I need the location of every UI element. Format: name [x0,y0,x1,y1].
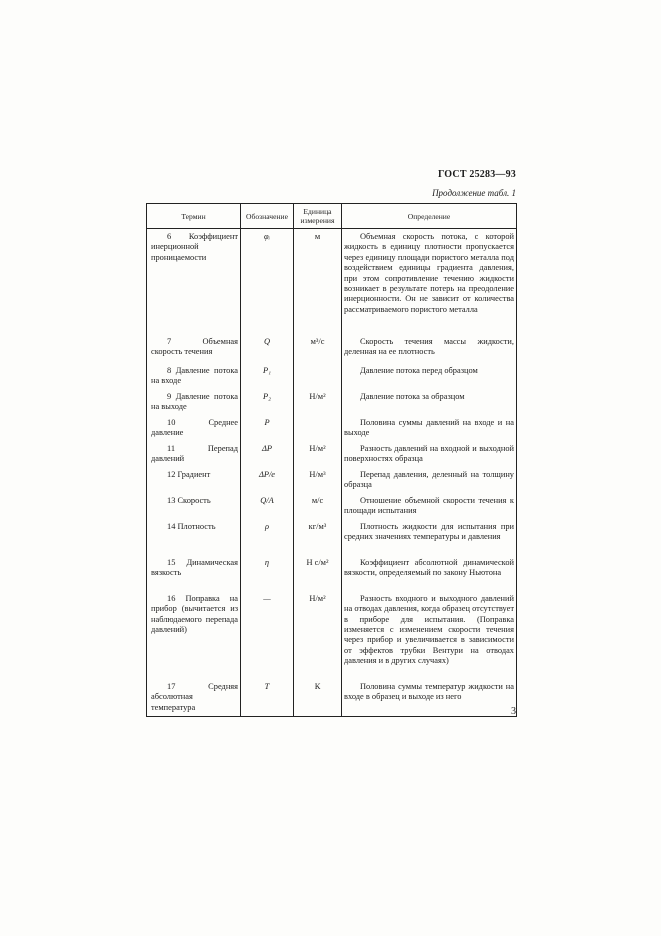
unit-cell [294,363,342,389]
document-code: ГОСТ 25283—93 [437,169,516,180]
definition-cell: Объемная скорость потока, с которой жидкость в единицу плотности пропускается через единицу площади пористого металла под воздействием единицы градиента давления, при этом сопротивление течению жидкости возникает в результате потерь на преодоление инерционности. Он не зависит от количества рассматриваемого пористого металла [342,229,517,335]
term-cell: 13 Скорость [147,493,241,519]
header-symbol: Обозначение [241,204,294,229]
definition-cell: Коэффициент абсолютной динамической вязкости, определяемый по закону Ньютона [342,555,517,591]
unit-cell: К [294,679,342,717]
unit-cell: Н с/м² [294,555,342,591]
symbol-cell: φᵢ [241,229,294,335]
term-cell: 15 Динамическая вязкость [147,555,241,591]
symbol-cell: Q/A [241,493,294,519]
symbol-cell: P [241,415,294,441]
unit-cell: Н/м² [294,441,342,467]
symbol-cell: P₂ [241,389,294,415]
definition-cell: Разность входного и выходного давлений на отводах давления, когда образец отсутствует в приборе для испытания. (Поправка изменяется с изменением скорости течения через прибор и увеличивается в зависимости от эффектов трубки Вентури на отводах давления и в других случаях) [342,591,517,679]
symbol-cell: Q [241,334,294,363]
unit-cell: Н/м² [294,389,342,415]
unit-cell: Н/м² [294,591,342,679]
table-row [147,415,517,441]
header-unit: Единица измерения [294,204,342,229]
definition-cell: Перепад давления, деленный на толщину образца [342,467,517,493]
terms-table [146,203,517,717]
term-cell: 11 Перепад давлений [147,441,241,467]
definition-cell: Половина суммы температур жидкости на входе в образец и выходе из него [342,679,517,717]
table-row [147,229,517,335]
symbol-cell: — [241,591,294,679]
term-cell: 14 Плотность [147,519,241,555]
unit-cell: м³/с [294,334,342,363]
term-cell: 6 Коэффициент инерционной проницаемости [147,229,241,335]
symbol-cell: ΔP/e [241,467,294,493]
term-cell: 16 Поправка на прибор (вычитается из наблюдаемого перепада давлений) [147,591,241,679]
definition-cell: Скорость течения массы жидкости, деленная на ее плотность [342,334,517,363]
table-row [147,467,517,493]
definition-cell: Половина суммы давлений на входе и на выходе [342,415,517,441]
symbol-cell: T [241,679,294,717]
header-term: Термин [147,204,241,229]
term-cell: 17 Средняя абсолютная температура [147,679,241,717]
table-header-row [147,204,517,229]
table-row [147,441,517,467]
unit-cell: кг/м³ [294,519,342,555]
term-cell: 10 Среднее давление [147,415,241,441]
table-row [147,493,517,519]
symbol-cell: ΔP [241,441,294,467]
table-row [147,679,517,717]
table-row [147,591,517,679]
definition-cell: Давление потока за образцом [342,389,517,415]
header-definition: Определение [342,204,517,229]
table-row [147,555,517,591]
definition-cell: Плотность жидкости для испытания при средних значениях температуры и давления [342,519,517,555]
definition-cell: Давление потока перед образцом [342,363,517,389]
unit-cell: м [294,229,342,335]
term-cell: 8 Давление потока на входе [147,363,241,389]
page-number: 3 [511,706,516,717]
unit-cell: м/с [294,493,342,519]
definition-cell: Отношение объемной скорости течения к площади испытания [342,493,517,519]
table-row [147,519,517,555]
unit-cell: Н/м³ [294,467,342,493]
symbol-cell: η [241,555,294,591]
term-cell: 7 Объемная скорость течения [147,334,241,363]
table-continuation-note: Продолжение табл. 1 [432,188,516,198]
unit-cell [294,415,342,441]
table-row [147,363,517,389]
table-row [147,334,517,363]
symbol-cell: P₁ [241,363,294,389]
symbol-cell: ρ [241,519,294,555]
definition-cell: Разность давлений на входной и выходной поверхностях образца [342,441,517,467]
term-cell: 12 Градиент [147,467,241,493]
table-row [147,389,517,415]
term-cell: 9 Давление потока на выходе [147,389,241,415]
